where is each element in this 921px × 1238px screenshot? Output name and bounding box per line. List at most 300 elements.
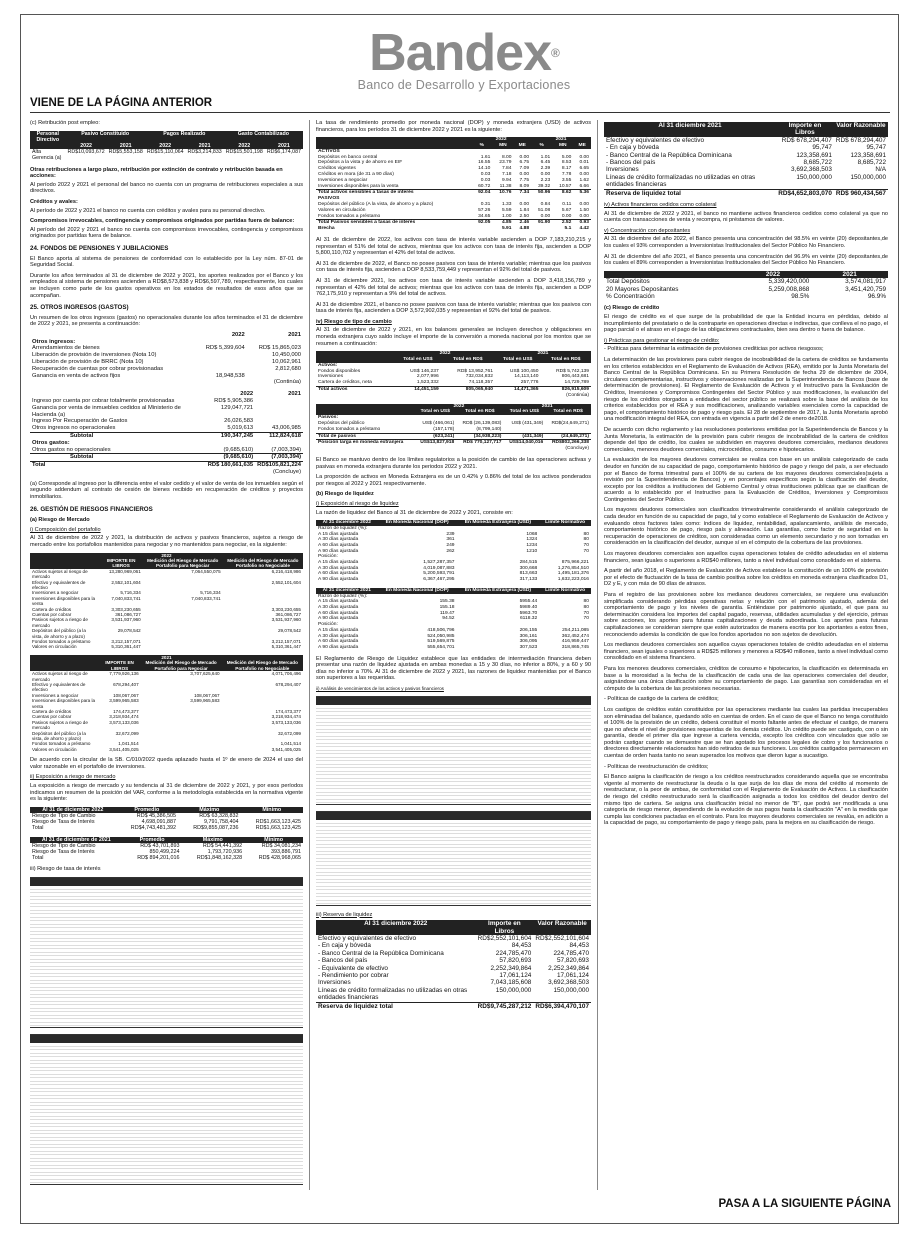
cell: Efectivo y equivalentes de efectivo bbox=[318, 935, 417, 942]
otros-ingresos-table bbox=[30, 332, 303, 386]
cell: RD$2,552,101,604 bbox=[535, 935, 589, 942]
cell: 1,041,514 bbox=[118, 741, 139, 747]
cell: A 15 días ajustada bbox=[318, 627, 359, 633]
paragraph: Para el registro de las provisiones sobre los medianos deudores comerciales, se requiere una evaluación simplificada considerando pérdidas operativas netas y relación con el patrimonio ajustado, además del comportamiento de pago y los niveles de garantía. Entiéndase por patrimonio ajustado, el que para su determinación considera los importes del capital pagado, reservas, utilidades acumuladas y del ejercicio, primas sobre acciones, los aportes para futuras capitalizaciones y deuda subordinada. Los aportes para futuras capitalizaciones se consideran siempre que estén autorizados de manera escrita por los aportantes a estos fines, reconociendo además la condición de que los fondos aportados no son sujetos de devolución. bbox=[604, 592, 888, 638]
fx-activos-rows bbox=[316, 369, 591, 387]
cell bbox=[194, 352, 246, 359]
cell: Depósitos a la vista y de ahorro en EIF bbox=[318, 160, 403, 166]
cell: 3,599,965,583 bbox=[190, 698, 220, 704]
cell: 3,573,133,036 bbox=[271, 719, 301, 725]
paragraph: La determinación de las provisiones para cubrir riesgos de incobrabilidad de la cartera de créditos se fundamenta en los criterios establecidos en el Reglamento de Evaluación de Activos (REA), emitido por la Junta Monetaria del Banco Central de la República Dominicana. En su Primera Resolución de fecha 29 de diciembre de 2004, circulares complementarias, instructivos y observaciones realizadas por la Superintendencia de Bancos (base de determinación de provisiones). El Reglamento de Evaluación de Activos y el Instructivo para la Evaluación de Créditos, Inversiones y Compromisos Contingentes del Sector Público y sus modificaciones, la evaluación del riesgo de los créditos otorgados a entidades del sector público se realizará sobre la base del análisis de los criterios establecidos por el REA y sus modificaciones, analizando variables esenciales como la capacidad de pago, el comportamiento histórico de pago y riesgo país. El 28 de septiembre de 2017, la Junta Monetaria aprobó una modificación integral del REA, con entrada en vigencia a partir del 2 de enero de2018. bbox=[604, 357, 888, 423]
cell: 249 bbox=[446, 542, 455, 548]
cell: 2,252,349,864 bbox=[548, 964, 589, 972]
cell: 7,043,185,608 bbox=[490, 979, 532, 987]
th: 2022 bbox=[471, 137, 531, 143]
table-row bbox=[30, 682, 303, 693]
table-row bbox=[604, 137, 888, 144]
cell: A 30 días ajustada bbox=[318, 537, 359, 543]
cell: A 90 días ajustada bbox=[318, 548, 359, 554]
bandex-logo bbox=[338, 26, 590, 96]
cell: RD$5,553,158 bbox=[108, 149, 143, 156]
table-row bbox=[30, 628, 303, 639]
th: 2021 bbox=[531, 137, 591, 143]
table-row bbox=[316, 226, 591, 232]
paragraph: El Banco asigna la clasificación de riesgo a los créditos reestructurados considerando aquella que se encontraba vigente al momento de reestructurar la deuda o la que surja de los días de mora del crédito al momento de reestructurar, o la peor de ambas, de conformidad con el Reglamento de Evaluación de Activos. La clasificación de riesgo del crédito reestructurado será la clasificación asignada a todos los créditos del deudor dentro del mismo tipo de cartera. Se asigna una clasificación inicial no menor de "B", que podrá ser modificada a una categoría de riesgo menor, dependiendo de la evolución de sus pagos hasta la clasificación "A" en la medida que cumpla las condiciones pactadas en el contrato. Para los mayores deudores comerciales se revalúa, en adición a la capacidad de pago, su comportamiento de pago y riesgo país, para la mejora en su clasificación de riesgo. bbox=[604, 774, 888, 827]
th: 2022 bbox=[224, 143, 265, 149]
cell: 8.00 bbox=[501, 154, 512, 160]
cell: Ganancia por venta de inmuebles cedidos al Ministerio de Hacienda (a) bbox=[32, 404, 181, 418]
cell: Arrendamientos de bienes bbox=[32, 345, 100, 352]
cell: 51.08 bbox=[537, 207, 551, 213]
cell: 1.00 bbox=[501, 213, 512, 219]
reserva-2022-rows bbox=[316, 935, 591, 1010]
cell: 3,212,157,071 bbox=[111, 639, 141, 645]
column-1 bbox=[30, 120, 303, 1190]
liquidez-2021-table bbox=[316, 588, 591, 651]
cell: 150,000,000 bbox=[796, 173, 832, 181]
cell: 10,062,961 bbox=[271, 359, 301, 366]
cell: 91.90 bbox=[531, 220, 552, 226]
cell: Inversiones bbox=[606, 166, 639, 174]
paragraph: La evaluación de los mayores deudores comerciales se realiza con base en un análisis categorizado de cada deudor en función de su capacidad de pago, comportamiento histórico de pago y riesgo del país, a ser efectuado por el Banco de forma trimestral para el 100% de su cartera de los mayores deudores comerciales(sujeta a revisión por la Superintendencia de Bancos) y en porcentajes específicos según la clasificación del deudor, excepto por los créditos a instituciones del Gobierno Central y otras instituciones públicas que se clasifican de acuerdo a lo establecido por el Instructivo para la Evaluación de Créditos, Inversiones y Compromisos Contingentes del Sector Público. bbox=[604, 457, 888, 503]
table-row bbox=[30, 747, 303, 752]
cell: (623,241) bbox=[414, 433, 456, 440]
cell: 8.53 bbox=[561, 160, 572, 166]
th: En Moneda Nacional (DOP) bbox=[378, 588, 457, 594]
concluye-note: (Concluye) bbox=[565, 446, 589, 452]
cell: 108,067,067 bbox=[194, 692, 220, 698]
cell: Riesgo de Tipo de Cambio bbox=[32, 842, 96, 849]
cell: RD$ 678,294,407 bbox=[835, 136, 886, 144]
cell: 1.50 bbox=[579, 207, 589, 213]
vencimientos-table-image-2 bbox=[316, 811, 591, 906]
th: Total en RD$ bbox=[545, 409, 591, 415]
cell bbox=[141, 682, 222, 693]
header-divider bbox=[30, 112, 890, 113]
cell: 362,452,474 bbox=[561, 633, 589, 639]
th: Promedio bbox=[123, 837, 182, 843]
table-row bbox=[316, 577, 591, 583]
cell: 393,886,791 bbox=[271, 848, 301, 855]
cell: Razón de liquidez (%): bbox=[318, 525, 368, 531]
cell: Depósitos del público bbox=[318, 421, 365, 427]
table-row bbox=[30, 825, 303, 831]
cell: Fondos tomados a préstamo bbox=[32, 741, 91, 747]
cell: 307,523 bbox=[519, 644, 538, 650]
retribucion-label: (c) Retribución post empleo: bbox=[30, 120, 100, 126]
cell: 57.26 bbox=[478, 207, 491, 213]
table-row bbox=[30, 398, 303, 405]
paragraph: Para los menores deudores comerciales, créditos de consumo e hipotecarios, la clasificación es determinada en base a la morosidad a la fecha de la clasificación de cada una de las operaciones comerciales del deudor, asignándose una única clasificación sobre su comportamiento de pago. Las garantías son consideradas en el cómputo de la cobertura de las provisiones necesarias. bbox=[604, 665, 888, 692]
paragraph: La tasa de rendimiento promedio por moneda nacional (DOP) y moneda extranjera (USD) de activos financieros, para los períodos 31 de diciembre 2022 y 2021 es la siguiente: bbox=[316, 120, 591, 133]
paragraph: El Reglamento de Riesgo de Liquidez establece que las entidades de intermediación financiera deben presentar una razón de liquidez ajustada en ambas monedas a 15 y 30 días, no inferior a 80%, y a 60 y 90 días no inferior a 70%. Al 31 de diciembre de 2022 y 2021, las razones de liquidez mantenidas por el Banco son superiores a las requeridas. bbox=[316, 655, 591, 682]
paragraph: La proporción de activos en Moneda Extranjera es de un 0.42% y 0.86% del total de los activos ponderados por riesgos al 2022 y 2021 respectivamente. bbox=[316, 474, 591, 487]
cell: 678,294,407 bbox=[113, 681, 139, 687]
table-row bbox=[30, 580, 303, 591]
cell: 5989.40 bbox=[519, 605, 538, 610]
cell: RD$1,663,123,425 bbox=[255, 819, 301, 826]
th: Total en US$ bbox=[503, 409, 545, 415]
cell: 74,118,357 bbox=[468, 380, 493, 386]
cell: A 90 días ajustada bbox=[318, 616, 359, 622]
cell: Activos sujetos al riesgo de mercado bbox=[32, 568, 88, 580]
table-row bbox=[30, 359, 303, 366]
cell: 317,133 bbox=[519, 577, 538, 583]
cell bbox=[141, 731, 222, 742]
cell: 4,071,706,496 bbox=[271, 671, 301, 677]
cell: A 30 días ajustada bbox=[318, 633, 359, 639]
th: Valor Razonable bbox=[834, 122, 888, 137]
cell: Depósitos del público (a la vista, de ahorro y plazo) bbox=[32, 730, 86, 741]
th: Medición del Riesgo de Mercado Portafolio no Negociable bbox=[222, 660, 303, 671]
cell: 92.05 bbox=[471, 220, 492, 226]
var-2021-table bbox=[30, 837, 303, 862]
cell: 206,155 bbox=[519, 627, 538, 633]
cell: RD$ 428,968,065 bbox=[258, 855, 301, 862]
portafolio-2022-table bbox=[30, 553, 303, 650]
paragraph: Los mayores deudores comerciales son aquellos cuyas operaciones totales de crédito adeudadas en el sistema financiero, sean iguales o superiores a RD$40 millones, tanto a nivel individual como consolidado en el sistema. bbox=[604, 551, 888, 564]
fx-pasivos-total bbox=[316, 433, 591, 440]
cell: 1,793,720,936 bbox=[207, 848, 243, 855]
cell: A 60 días ajustada bbox=[318, 639, 359, 645]
cell bbox=[255, 398, 303, 405]
cell: - Bancos del país bbox=[606, 159, 656, 167]
paragraph: Los mayores deudores comerciales son clasificados trimestralmente considerando el análisis categorizado de cada deudor en función de su capacidad de pago, tal y como establece el Reglamento de Evaluación de Activos y evaluando otros factores tales como: índices de liquidez, rentabilidad, apalancamiento, análisis de mercado, comportamiento histórico de pago, riesgo país y alineación. Las garantías, como factor de seguridad en la recuperación de operaciones de créditos, son consideradas como un elemento secundario y no son tomadas en consideración en la clasificación del deudor, aunque sí en el cómputo de la cobertura de las provisiones. bbox=[604, 507, 888, 547]
cell bbox=[143, 644, 223, 649]
cell: 0.03 bbox=[480, 171, 491, 177]
th: En Moneda Extranjera (USD) bbox=[457, 588, 540, 594]
retribucion-table bbox=[30, 131, 303, 162]
cell: 150,000,000 bbox=[553, 986, 589, 994]
continua-note: (Continúa) bbox=[273, 379, 301, 386]
table-row bbox=[316, 972, 591, 979]
cell: 17,061,124 bbox=[557, 972, 589, 980]
cell: RD$3,214,833 bbox=[187, 149, 222, 156]
cell: 84,453 bbox=[511, 942, 532, 950]
th: Total en RD$ bbox=[441, 357, 495, 363]
cell: 26,026,583 bbox=[224, 418, 254, 425]
vencimientos-table-image bbox=[316, 696, 591, 805]
cell: 95,747 bbox=[866, 144, 886, 152]
cell: 224,785,470 bbox=[553, 949, 589, 957]
fx-pasivos-rows bbox=[316, 421, 591, 433]
th: Pasivo Constituido bbox=[66, 131, 145, 143]
cell: RD$(24,649,271) bbox=[551, 421, 589, 427]
bullet: - Políticas de castigo de la cartera de créditos; bbox=[604, 696, 719, 703]
cell: 2,252,349,864 bbox=[490, 964, 532, 972]
table-row bbox=[604, 166, 888, 173]
cell: 5,716,334 bbox=[120, 590, 141, 596]
cell: Inversiones bbox=[318, 374, 344, 380]
th bbox=[604, 271, 735, 278]
cell: 10.76 bbox=[492, 190, 513, 196]
cell: Otros ingresos no operacionales bbox=[32, 425, 116, 432]
cell: (8,799,140) bbox=[476, 426, 502, 432]
paragraph: Al 31 de diciembre de 2022 y 2021, la distribución de activos y pasivos financieros, sujetos a riesgo de mercado entre los portafolios mantenidos para negociar y no mantenidos para negociar, es la siguiente: bbox=[30, 535, 303, 548]
liquidez-2021-posicion bbox=[316, 628, 591, 651]
cell: 306,161 bbox=[519, 633, 538, 639]
cell: US$14,040,016 bbox=[503, 440, 545, 446]
th: Personal Directivo bbox=[30, 131, 66, 143]
cell: 123,358,691 bbox=[796, 151, 832, 159]
table-row bbox=[316, 942, 591, 949]
cell: 5,310,361,447 bbox=[111, 644, 141, 650]
cell: US$ 146,237 bbox=[410, 368, 439, 374]
cell: Valores en circulación bbox=[32, 746, 77, 752]
table-row bbox=[30, 569, 303, 580]
cell: Fondos tomados a préstamo bbox=[32, 639, 91, 645]
subsection-practicas: i) Prácticas para gestionar el riesgo de crédito: bbox=[604, 337, 720, 344]
cell: 60.72 bbox=[478, 183, 491, 189]
cell: 254,211,085 bbox=[562, 627, 589, 633]
cell: 1,495,181,376 bbox=[557, 571, 589, 577]
cell: 2,552,101,604 bbox=[271, 579, 301, 585]
th: 2022 bbox=[145, 143, 186, 149]
cell: 3,303,230,655 bbox=[271, 606, 301, 612]
tasas-rendimiento-table bbox=[316, 137, 591, 232]
fx-activos-table bbox=[316, 351, 591, 398]
cell: 7.18 bbox=[501, 171, 512, 177]
tasas-pasivos-rows bbox=[316, 202, 591, 220]
table-row bbox=[316, 965, 591, 972]
cell: 3,451,420,759 bbox=[845, 285, 886, 293]
cell: (24,649,271) bbox=[545, 433, 591, 440]
cell bbox=[531, 226, 552, 232]
cell: A 60 días ajustada bbox=[318, 610, 359, 616]
cell: Posición: bbox=[318, 622, 338, 628]
cell: RD$ 5,742,139 bbox=[556, 368, 589, 374]
cell: 0.31 bbox=[480, 201, 491, 207]
portafolio-2022-rows bbox=[30, 569, 303, 650]
cell: 239 bbox=[446, 531, 455, 537]
cell: 108,067,067 bbox=[113, 692, 139, 698]
cell: US$13,827,918 bbox=[414, 440, 456, 446]
cell: 257,776 bbox=[520, 380, 539, 386]
cell: 80 bbox=[583, 599, 589, 605]
cell: 416,959,447 bbox=[561, 639, 589, 645]
cell: 306,095 bbox=[519, 639, 538, 645]
cell: Subtotal bbox=[30, 454, 206, 462]
cell: 155.38 bbox=[439, 599, 455, 605]
cell: 5,259,008,868 bbox=[768, 285, 810, 293]
cell: 70 bbox=[583, 548, 589, 554]
th: Al 31 diciembre 2021 bbox=[316, 588, 378, 594]
cell: RD$2,552,101,604 bbox=[477, 935, 532, 942]
cell: RD$ 43,701,893 bbox=[140, 842, 180, 849]
cell: Otros ingresos: bbox=[32, 338, 76, 345]
paragraph: Al período de 2022 y 2021 el banco no cuenta con créditos y avales para su personal directivo. bbox=[30, 207, 266, 214]
cell bbox=[223, 596, 303, 607]
th: 2021 bbox=[107, 143, 145, 149]
table-row bbox=[30, 671, 303, 682]
cell: 8,685,722 bbox=[857, 159, 886, 167]
paragraph: De acuerdo con dicho reglamento y las resoluciones posteriores emitidas por la Superintendencia de Bancos y la Junta Monetaria, la estimación de la provisión para cubrir riesgos de incobrabilidad de la cartera de créditos depende del tipo de crédito, los cuales se subdividen en mayores deudores comerciales, medianos deudores comerciales, menores deudores comerciales, microcréditos, consumo e hipotecarios. bbox=[604, 426, 888, 453]
cell: 14.10 bbox=[478, 166, 491, 172]
cell: - Rendimiento por cobrar bbox=[318, 972, 389, 980]
th: En Moneda Nacional (DOP) bbox=[378, 520, 457, 526]
table-row bbox=[30, 644, 303, 649]
th: Máximo bbox=[182, 837, 245, 843]
cell: A 30 días ajustada bbox=[318, 605, 359, 610]
cell: 7.34 bbox=[513, 190, 531, 196]
cell: RD$9,745,287,212 bbox=[475, 1002, 533, 1010]
cell: 2.52 bbox=[552, 220, 573, 226]
tasas-activos-rows bbox=[316, 155, 591, 190]
cell: 224,785,470 bbox=[495, 949, 532, 957]
cell bbox=[471, 226, 492, 232]
paragraph: La razón de liquidez del Banco al 31 de diciembre de 2022 y 2021, consiste en: bbox=[316, 509, 513, 516]
subsection-concentracion: v) Concentración con depositantes bbox=[604, 227, 691, 234]
cell: Total activos bbox=[316, 387, 395, 393]
cell: 80 bbox=[583, 537, 589, 543]
cell: 361,086,727 bbox=[115, 612, 141, 618]
cell: RD$ 45,386,505 bbox=[136, 812, 177, 819]
cell: 284,515 bbox=[519, 560, 538, 566]
th: 2022 bbox=[414, 404, 503, 410]
cell: 7,064,550,075 bbox=[191, 568, 221, 574]
th: ME bbox=[513, 143, 531, 149]
table-row bbox=[30, 425, 303, 432]
cell: 1,041,514 bbox=[280, 741, 301, 747]
portafolio-2021-rows bbox=[30, 671, 303, 752]
th: 2021 bbox=[30, 655, 303, 660]
cell: 119.47 bbox=[439, 610, 455, 616]
cell bbox=[255, 418, 303, 425]
cell: 5,339,420,000 bbox=[768, 278, 810, 286]
cell: Reserva de liquidez total bbox=[316, 1002, 475, 1010]
cell: US$ (431,349) bbox=[511, 421, 544, 427]
cell: 5.1 bbox=[564, 226, 572, 232]
cell: 1234 bbox=[526, 542, 538, 548]
cell: 1,527,287,357 bbox=[423, 560, 455, 566]
cell: 43,006,985 bbox=[271, 425, 301, 432]
cell: Depósitos del público (a la vista, de ahorro y a plazo) bbox=[32, 628, 86, 639]
cell: A 60 días ajustada bbox=[318, 571, 359, 577]
cell: Pasivos: bbox=[318, 415, 339, 421]
cell: 6.66 bbox=[579, 183, 589, 189]
th: Al 31 de diciembre de 2021 bbox=[30, 837, 123, 843]
cell: 732,034,832 bbox=[465, 374, 493, 380]
cell: Inversiones bbox=[318, 979, 351, 987]
th: En Moneda Extranjera (USD) bbox=[457, 520, 540, 526]
table-row bbox=[604, 189, 888, 197]
cell: Otros gastos no operacionales bbox=[32, 446, 111, 453]
cell bbox=[143, 580, 223, 591]
cell: 70 bbox=[583, 542, 589, 548]
table-row bbox=[30, 352, 303, 359]
heading-otras-retribuciones: Otras retribuciones a largo plazo, retribución por extinción de contrato y retribución basada en acciones: bbox=[30, 166, 283, 180]
column-divider-2 bbox=[597, 120, 598, 1190]
liquidez-2021-razon bbox=[316, 599, 591, 622]
cell: Riesgo de Tasa de Interés bbox=[32, 848, 95, 855]
cell: 10,450,000 bbox=[271, 352, 301, 359]
th: % bbox=[531, 143, 552, 149]
continues-on-note: PASA A LA SIGUIENTE PÁGINA bbox=[718, 1198, 891, 1210]
cell: 3,303,230,655 bbox=[111, 606, 141, 612]
paragraph: Al 31 de diciembre del año 2021, el Banco presenta una concentración del 96.9% en veinte (20) depositantes,de los cuales el 89% corresponden a Inversionistas Institucionales del Sector Público No Financiero. bbox=[604, 253, 888, 267]
paragraph: El riesgo de crédito es el que surge de la probabilidad de que la Entidad incurra en pérdidas, debido al incumplimiento del prestatario o de la contraparte en operaciones directas e indirectas, que conlleva el no pago, el pago parcial o el atraso en el pago de las obligaciones contractuales, bien sea dentro o fuera de balance. bbox=[604, 314, 888, 334]
cell: 29,078,542 bbox=[278, 628, 301, 634]
cell: RD$ 960,434,567 bbox=[834, 189, 888, 197]
cell: Liberación de provisión de inversiones (Nota 10) bbox=[32, 352, 157, 359]
cell: 18,948,538 bbox=[215, 372, 245, 379]
th: 2022 bbox=[735, 271, 812, 278]
otros-ingresos-table-2 bbox=[30, 391, 303, 476]
table-row bbox=[604, 144, 888, 151]
table-row bbox=[30, 373, 303, 380]
cell: RD$1,848,162,328 bbox=[196, 855, 243, 862]
th: Al 31 diciembre 2021 bbox=[604, 122, 776, 137]
cell: 0.00 bbox=[579, 201, 589, 207]
th: Importe en Libros bbox=[776, 122, 834, 137]
cell: 8.17 bbox=[561, 166, 572, 172]
cell: 2022 bbox=[231, 331, 245, 338]
cell: 519,569,875 bbox=[427, 639, 455, 645]
th: 2021 bbox=[495, 351, 591, 357]
cell: Líneas de crédito formalizadas no utilizadas en otras entidades financieras bbox=[318, 986, 468, 1002]
cell: 2022 bbox=[240, 391, 254, 398]
cell: 805,065,940 bbox=[441, 387, 495, 393]
cell bbox=[194, 366, 246, 373]
continua-note: (Continúa) bbox=[566, 392, 589, 398]
cell: 7.09 bbox=[519, 166, 530, 172]
table-row bbox=[316, 935, 591, 942]
subsection-riesgo-mercado: (a) Riesgo de Mercado bbox=[30, 517, 90, 524]
cell: 4.88 bbox=[519, 226, 530, 232]
paragraph: Durante los años terminados al 31 de diciembre de 2022 y 2021, los aportes realizados por el Banco y los empleados al sistema de pensiones ascienden a RD$8,573,838 y RD$6,597,789, respectivamente, los cuales se incluyen como parte de los gastos operativos en los estados de resultados de esos años que se acompañan. bbox=[30, 272, 303, 299]
cell: 7.84 bbox=[501, 166, 512, 172]
th: 2022 bbox=[30, 553, 303, 558]
cell: RD$10,093,672 bbox=[67, 149, 105, 156]
cell: A 90 días ajustada bbox=[318, 644, 359, 650]
section-26-title: 26. GESTIÓN DE RIESGOS FINANCIEROS bbox=[30, 505, 153, 513]
cell: 6.45 bbox=[540, 160, 551, 166]
cell: - En caja y bóveda bbox=[318, 942, 371, 950]
concentracion-table bbox=[604, 271, 888, 301]
var-2022-table bbox=[30, 807, 303, 832]
cell: 5963.70 bbox=[519, 610, 538, 616]
cell: Ingreso Por Recuperación de Gastos bbox=[32, 418, 128, 425]
cell: Total Pasivos sensibles a tasas de interés bbox=[316, 220, 471, 226]
th: Total en US$ bbox=[495, 357, 541, 363]
cell: A 15 días ajustada bbox=[318, 560, 359, 566]
th: Medición del Riesgo de Mercado Portafolio no Negociable bbox=[223, 558, 303, 569]
cell: Subtotal bbox=[30, 433, 206, 440]
cell: 524,050,985 bbox=[427, 633, 455, 639]
th: Mínimo bbox=[244, 837, 303, 843]
table-row bbox=[604, 174, 888, 189]
cell: 5,019,613 bbox=[227, 425, 254, 432]
cell: 14,729,789 bbox=[564, 380, 589, 386]
cell: Inversiones a negociar bbox=[318, 177, 368, 183]
paragraph: Al 31 de diciembre de 2022, los activos con tasa de interés variable ascienden a DOP 7,183,210,215 y representan el 51% del total de activos, mientras que los activos con tasa de interés fija, ascienden a DOP 5,800,110,702 y representan el 42% del total de activos. bbox=[316, 236, 591, 257]
cell: 3,212,157,071 bbox=[271, 639, 301, 645]
th: Al 31 diciembre 2022 bbox=[316, 520, 378, 526]
paragraph: Los castigos de créditos están constituidos por las operaciones mediante las cuales las partidas irrecuperables son eliminadas del balance, quedando sólo en cuentas de orden. En el caso de que el Banco no tenga constituido el 100% de la provisión de un crédito, deberá constituir el monto faltante antes de efectuar el castigo, de manera que no afecte el nivel de provisiones requeridas de los demás créditos. Un crédito puede ser castigado, con o sin garantía, desde el primer día que ingrese a cartera vencida, excepto los créditos con vinculados que sólo se podrán castigar cuando se demuestre que se han agotado los procesos legales de cobro y los funcionarios o directores directamente relacionados han sido retirados de sus funciones. Los créditos castigados permanecen en cuentas de orden hasta tanto no sean superados los motivos que dieron lugar a sucastigo. bbox=[604, 706, 888, 760]
th: Total en US$ bbox=[395, 357, 441, 363]
cell bbox=[194, 359, 246, 366]
cell: Valores en circulación bbox=[318, 207, 366, 213]
cell: 155.18 bbox=[439, 605, 455, 610]
cell: RD$ (26,139,083) bbox=[462, 421, 502, 427]
cell: Ingreso por cuenta por cobrar totalmente provisionadas bbox=[32, 398, 175, 405]
tasa-interes-table-image-2 bbox=[30, 1034, 303, 1185]
cell: 0.00 bbox=[519, 201, 530, 207]
cell: 2,552,101,604 bbox=[111, 579, 141, 585]
cell: 9,791,758,404 bbox=[204, 819, 239, 826]
subsection-reserva-liquidez: iii) Reserva de liquidez bbox=[316, 911, 373, 918]
cell: 14,451,159 bbox=[395, 387, 441, 393]
